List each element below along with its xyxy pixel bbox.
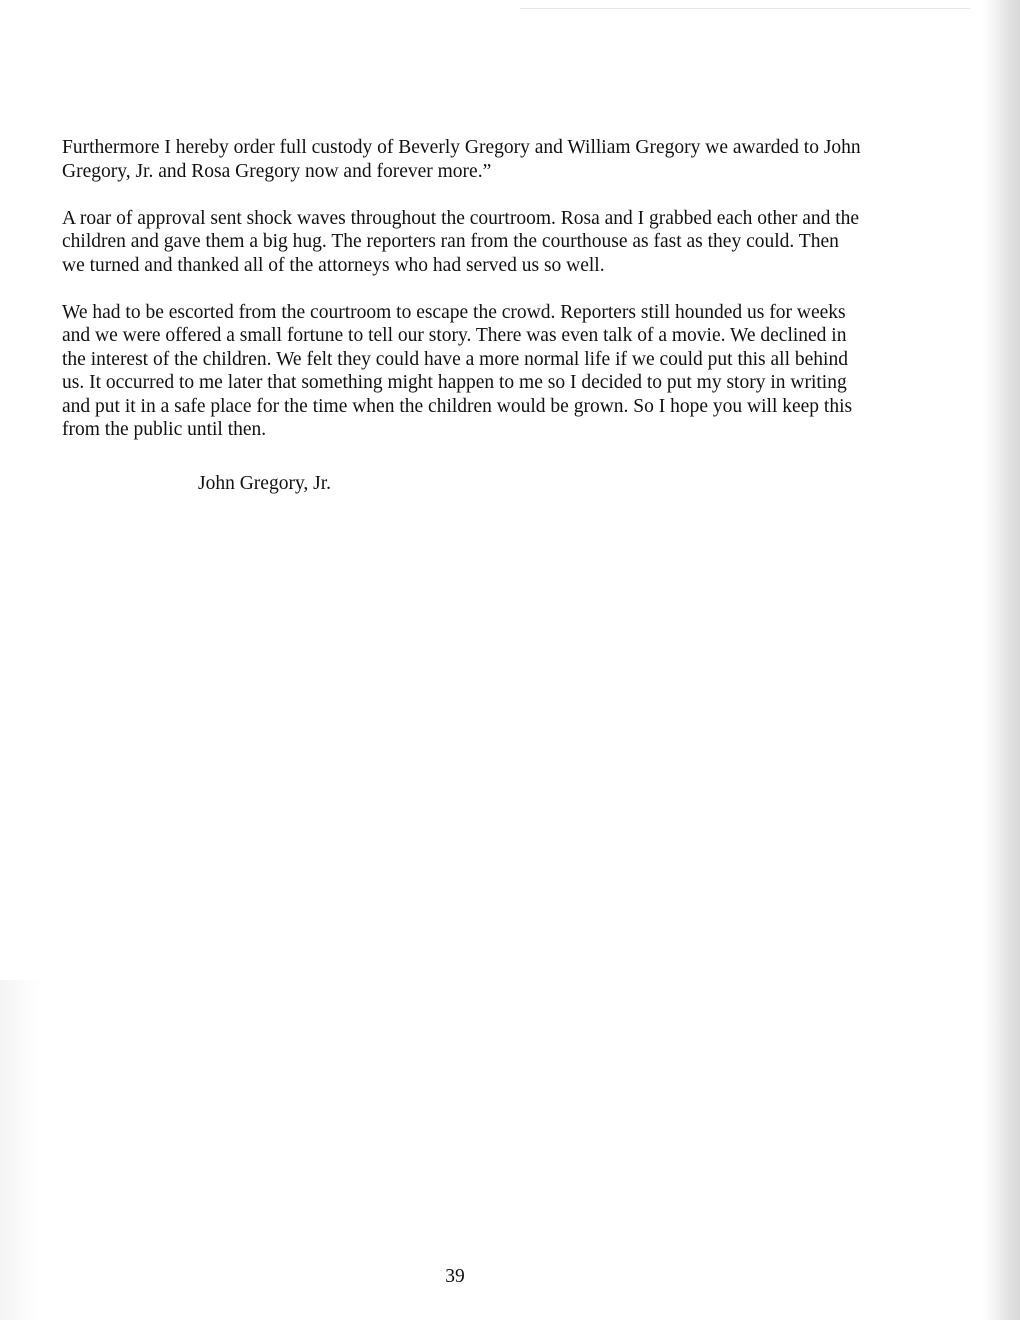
- paragraph-courtroom-reaction: A roar of approval sent shock waves throughout the courtroom. Rosa and I grabbed each other and the children and gave them a big hug. The reporters ran from the courthouse as fast as they could. Then we turned and thanked all of the attorneys who had served us so well.: [62, 207, 860, 276]
- document-body: [62, 136, 862, 465]
- scan-artifact-line: [520, 8, 970, 9]
- paragraph-aftermath: We had to be escorted from the courtroom to escape the crowd. Reporters still hounded us for weeks and we were offered a small fortune to tell our story. There was even talk of a movie. We declined in the interest of the children. We felt they could have a more normal life if we could put this all behind us. It occurred to me later that something might happen to me so I decided to put my story in writing and put it in a safe place for the time when the children would be grown. So I hope you will keep this from the public until then.: [62, 301, 853, 440]
- page-number: 39: [445, 1266, 465, 1287]
- signature-line: John Gregory, Jr.: [198, 473, 332, 494]
- paragraph-custody-order: Furthermore I hereby order full custody of Beverly Gregory and William Gregory we awarded to John Gregory, Jr. and Rosa Gregory now and forever more.”: [62, 137, 861, 182]
- scan-shadow-right: [982, 0, 1020, 1320]
